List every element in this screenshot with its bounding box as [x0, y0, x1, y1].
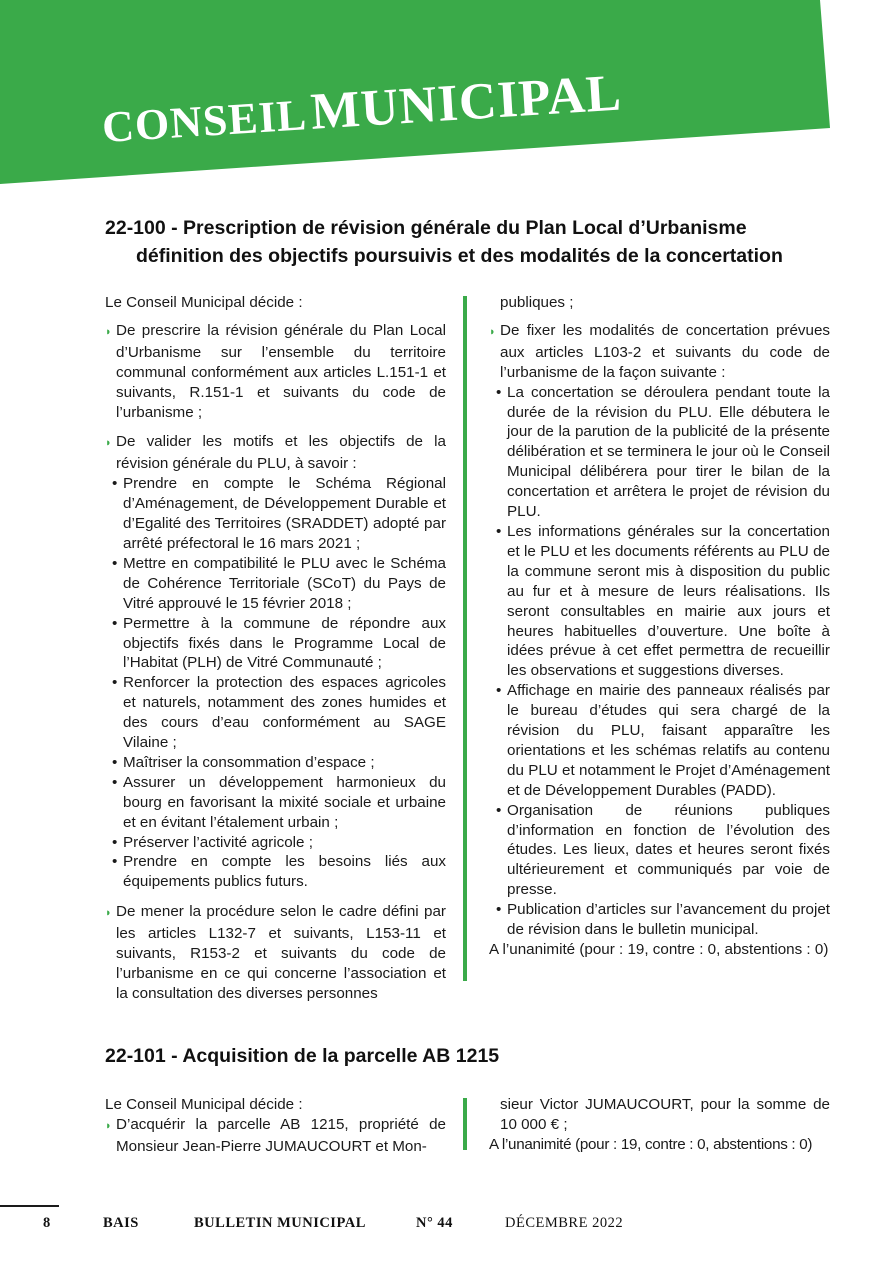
section1-left-column — [105, 293, 446, 1004]
section2-right-column — [489, 1095, 830, 1155]
bullet-marker-icon: ◗ — [489, 325, 496, 338]
bullet3-continuation: publiques ; — [500, 294, 574, 311]
section2-intro: Le Conseil Municipal décide : — [105, 1096, 303, 1113]
sub-list-item: • La concertation se déroulera pendant toute la durée de la révision du PLU. Elle débutera le jour de la parution de la publicité de la présente délibération et se terminera le jour où le Conseil Municipal délibérera pour tirer le bilan de la concertation et arrêtera le projet de révision du PLU. — [496, 383, 830, 521]
footer-date: DÉCEMBRE 2022 — [505, 1215, 624, 1231]
list-item: ◗ De mener la procédure selon le cadre défini par les articles L132-7 et suivants, L153-11 et suivants, R153-2 et suivants du code de l’urbanisme en ce qui concerne l’association et la consultation des diverses personnes — [105, 903, 446, 1002]
bullet-dot-icon: • — [112, 674, 118, 692]
sub-list-item: • Mettre en compatibilité le PLU avec le Schéma de Cohérence Territoriale (SCoT) du Pays de Vitré approuvé le 15 février 2018 ; — [112, 554, 446, 612]
bullet-dot-icon: • — [496, 801, 502, 819]
list-item: ◗ De fixer les modalités de concertation prévues aux articles L103-2 et suivants du code de l’urbanisme de la façon suivante : — [489, 321, 830, 381]
section1-right-column — [489, 293, 830, 960]
section2-left-column — [105, 1095, 446, 1157]
page-title-word2: MUNICIPAL — [309, 64, 624, 141]
footer-publication: BULLETIN MUNICIPAL — [194, 1215, 366, 1231]
section1-intro: Le Conseil Municipal décide : — [105, 294, 303, 311]
bullet-marker-icon: ◗ — [105, 907, 112, 920]
footer-town: BAIS — [103, 1215, 139, 1231]
sub-list-item: • Organisation de réunions publiques d’information en fonction de l’évolution des études. Les lieux, dates et heures seront fixés ultérieurement et communiqués par voie de presse. — [496, 801, 830, 899]
list-item: ◗ De valider les motifs et les objectifs de la révision générale du PLU, à savoir : — [105, 433, 446, 473]
column-divider — [463, 296, 467, 981]
bullet-dot-icon: • — [112, 614, 118, 632]
section1-title-line2: définition des objectifs poursuivis et des modalités de la concertation — [136, 245, 783, 267]
sub-list-item: • Publication d’articles sur l’avancement du projet de révision dans le bulletin municipal. — [496, 901, 830, 939]
bullet-dot-icon: • — [496, 522, 502, 540]
bullet-dot-icon: • — [112, 833, 118, 851]
sub-list-item: • Prendre en compte le Schéma Régional d’Aménagement, de Développement Durable et d’Egalité des Territoires (SRADDET) adopté par arrêté préfectoral le 16 mars 2021 ; — [112, 475, 446, 552]
section1-title-line1: 22-100 - Prescription de révision générale du Plan Local d’Urbanisme — [105, 217, 747, 239]
vote-result: A l’unanimité (pour : 19, contre : 0, abstentions : 0) — [489, 1135, 813, 1153]
bullet-marker-icon: ◗ — [105, 437, 112, 450]
footer-rule — [0, 1205, 59, 1207]
bullet-marker-icon: ◗ — [105, 325, 112, 338]
section2-title: 22-101 - Acquisition de la parcelle AB 1215 — [105, 1045, 500, 1067]
bullet-dot-icon: • — [496, 901, 502, 919]
column-divider — [463, 1098, 467, 1150]
section1-title — [105, 214, 865, 270]
sub-list-item: • Assurer un développement harmonieux du bourg en favorisant la mixité sociale et urbaine et en évitant l’étalement urbain ; — [112, 773, 446, 831]
sub-list-item: • Prendre en compte les besoins liés aux équipements publics futurs. — [112, 853, 446, 891]
sub-list-item: • Permettre à la commune de répondre aux objectifs fixés dans le Programme Local de l’Habitat (PLH) de Vitré Communauté ; — [112, 614, 446, 672]
sub-list-item: • Préserver l’activité agricole ; — [112, 833, 313, 851]
bullet-dot-icon: • — [112, 753, 118, 771]
bullet-dot-icon: • — [112, 773, 118, 791]
bullet-marker-icon: ◗ — [105, 1119, 112, 1132]
sub-list-item: • Affichage en mairie des panneaux réalisés par le bureau d’études qui sera chargé de la révision du PLU, faisant apparaître les orientations et les schémas relatifs au contenu du PLU et notamment le Projet d’Aménagement et de Développement Durables (PADD). — [496, 682, 830, 799]
vote-result: A l’unanimité (pour : 19, contre : 0, abstentions : 0) — [489, 941, 829, 958]
header-banner — [0, 0, 892, 200]
bullet-dot-icon: • — [496, 682, 502, 700]
list-item: ◗ De prescrire la révision générale du Plan Local d’Urbanisme sur l’ensemble du territoire communal conformément aux articles L.151-1 et suivants, R.151-1 et suivants du code de l’urbanisme ; — [105, 321, 446, 421]
list-item: ◗ D’acquérir la parcelle AB 1215, propriété de Monsieur Jean-Pierre JUMAUCOURT et Mon- — [105, 1115, 446, 1155]
bullet-dot-icon: • — [112, 554, 118, 572]
bullet-dot-icon: • — [496, 383, 502, 401]
bullet-dot-icon: • — [112, 853, 118, 871]
footer-issue: N° 44 — [416, 1215, 453, 1231]
sub-list-item: • Renforcer la protection des espaces agricoles et naturels, notamment des zones humides et des cours d’eau conformément au SAGE Vilaine ; — [112, 674, 446, 752]
sub-list-item: • Les informations générales sur la concertation et le PLU et les documents référents au PLU de la commune seront mis à disposition du public au fur et à mesure de leurs réalisations. Ils seront consultables en mairie aux jours et heures habituelles d’ouverture. Une boîte à idées prévue à cet effet permettra de recueillir les observations et suggestions diverses. — [496, 522, 830, 680]
bullet-dot-icon: • — [112, 475, 118, 493]
page-title-word1: CONSEIL — [100, 90, 309, 153]
sub-list-item: • Maîtriser la consommation d’espace ; — [112, 753, 375, 771]
bullet1-continuation: sieur Victor JUMAUCOURT, pour la somme de 10 000 € ; — [500, 1096, 830, 1133]
page-number: 8 — [43, 1215, 51, 1231]
